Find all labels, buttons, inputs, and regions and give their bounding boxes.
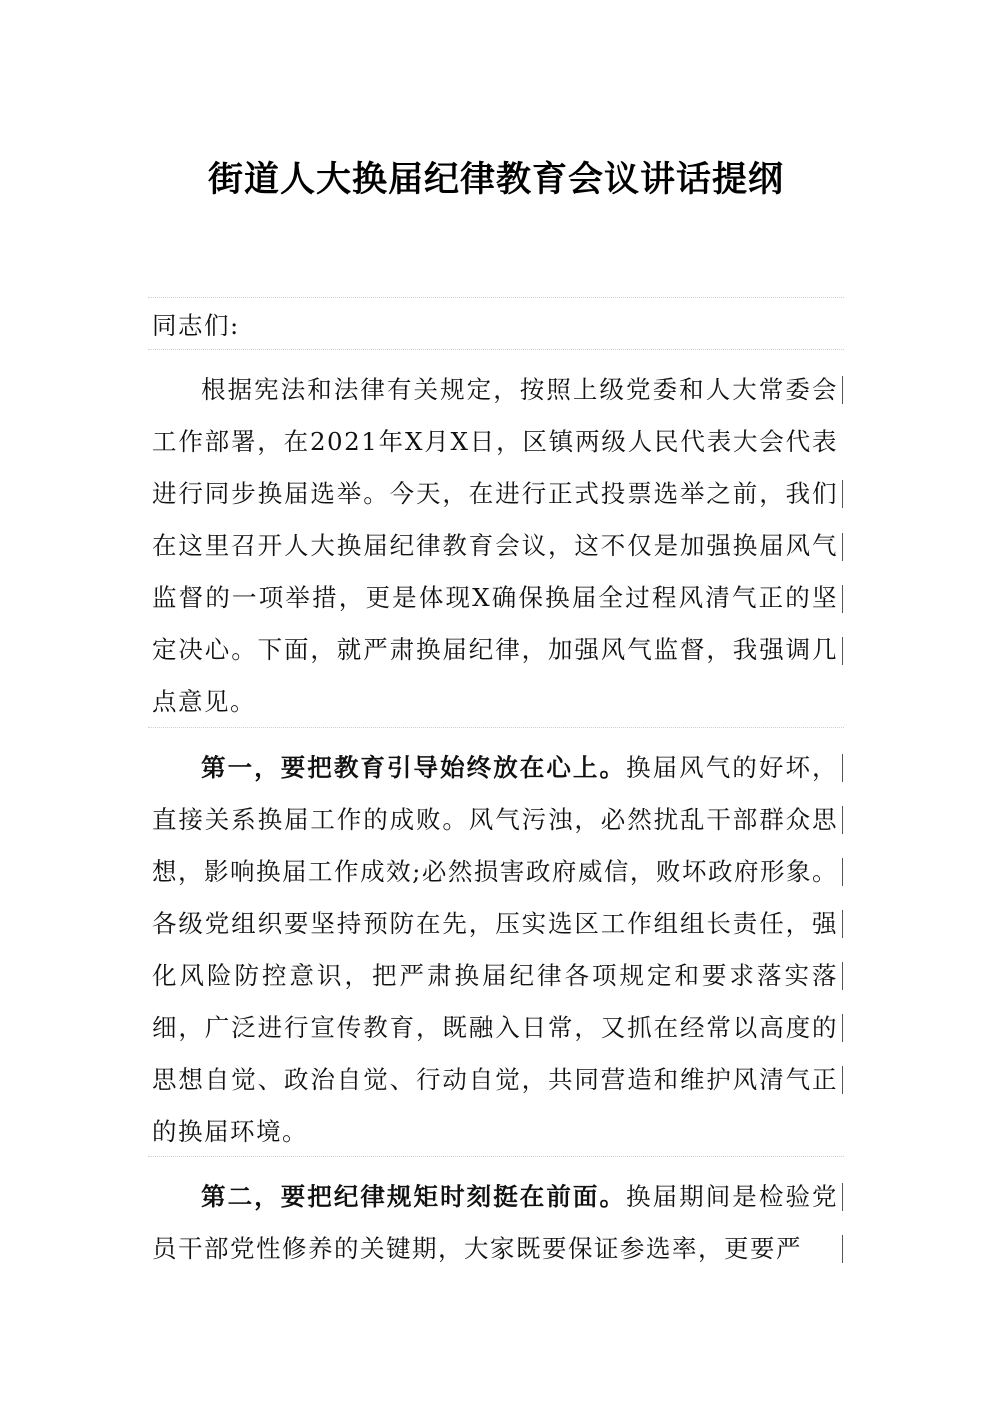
salutation-block	[152, 300, 842, 352]
line-end-marker	[842, 533, 843, 561]
salutation: 同志们:	[152, 311, 240, 340]
line-end-marker	[842, 910, 843, 938]
paragraph-text	[152, 364, 842, 728]
paragraph-body: 根据宪法和法律有关规定，按照上级党委和人大常委会工作部署，在2021年X月X日，区镇两级人民代表大会代表进行同步换届选举。今天，在进行正式投票选举之前，我们在这里召开人大换届纪律教育会议，这不仅是加强换届风气监督的一项举措，更是体现X确保换届全过程风清气正的坚定决心。下面，就严肃换届纪律，加强风气监督，我强调几点意见。	[152, 375, 838, 716]
line-end-marker	[842, 585, 843, 613]
paragraph-1	[152, 364, 842, 728]
line-end-marker	[842, 754, 843, 782]
line-end-marker	[842, 962, 843, 990]
paragraph-lead: 第二，要把纪律规矩时刻挺在前面。	[201, 1182, 627, 1211]
line-end-marker	[842, 806, 843, 834]
separator-line	[148, 297, 844, 298]
line-end-marker	[842, 1183, 843, 1211]
line-end-marker	[842, 480, 843, 508]
line-end-marker	[842, 376, 843, 404]
separator-line	[148, 727, 844, 728]
paragraph-body: 换届风气的好坏，直接关系换届工作的成败。风气污浊，必然扰乱干部群众思想，影响换届工作成效;必然损害政府威信，败坏政府形象。各级党组织要坚持预防在先，压实选区工作组组长责任，强化风险防控意识，把严肃换届纪律各项规定和要求落实落细，广泛进行宣传教育，既融入日常，又抓在经常以高度的思想自觉、政治自觉、行动自觉，共同营造和维护风清气正的换届环境。	[152, 753, 839, 1146]
paragraph-text	[152, 742, 842, 1158]
paragraph-lead: 第一，要把教育引导始终放在心上。	[201, 753, 627, 782]
document-title: 街道人大换届纪律教育会议讲话提纲	[207, 159, 784, 200]
line-end-marker	[842, 858, 843, 886]
paragraph-2	[152, 742, 842, 1158]
line-end-marker	[842, 1014, 843, 1042]
paragraph-3	[152, 1171, 842, 1275]
paragraph-text	[152, 1171, 842, 1275]
separator-line	[148, 1156, 844, 1157]
line-end-marker	[842, 1066, 843, 1094]
line-end-marker	[842, 637, 843, 665]
line-end-marker	[842, 1235, 843, 1263]
paragraph-body: 换届期间是检验党员干部党性修养的关键期，大家既要保证参选率，更要严	[152, 1182, 839, 1263]
separator-line	[148, 349, 844, 350]
